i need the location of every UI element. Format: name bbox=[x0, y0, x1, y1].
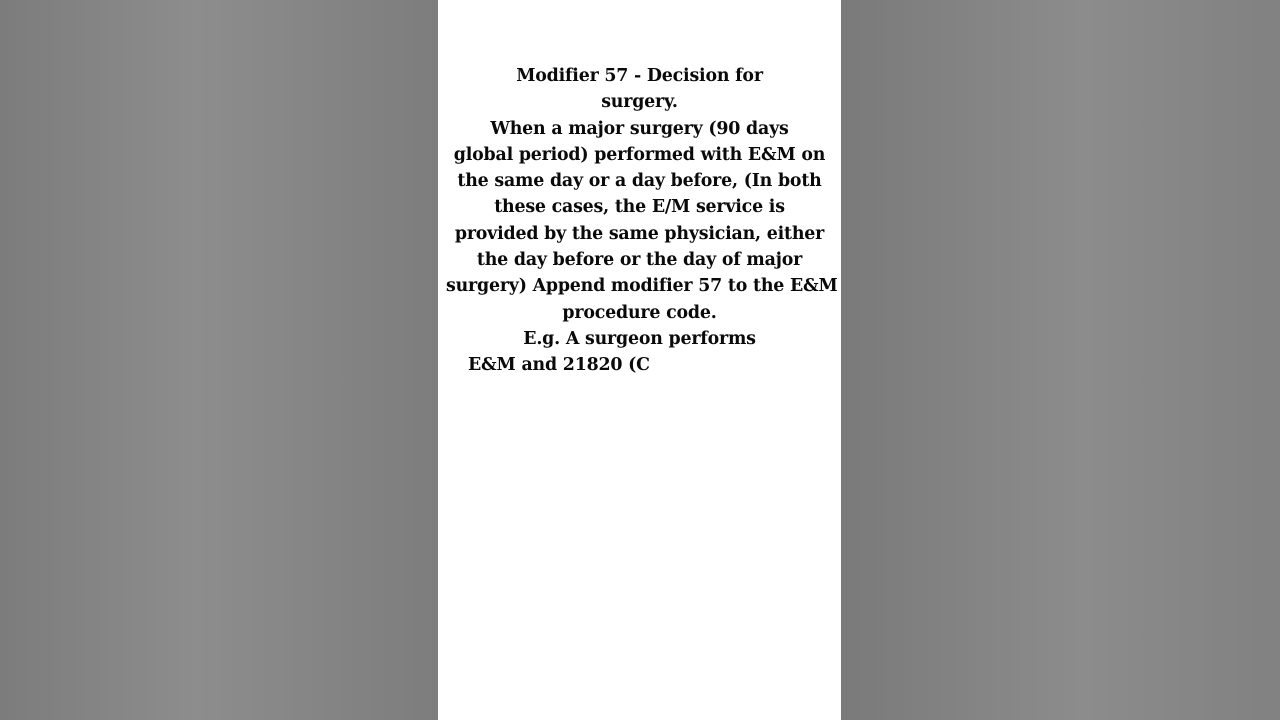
caption-line: procedure code. bbox=[562, 302, 717, 323]
caption-line: Modifier 57 - Decision for bbox=[516, 66, 763, 86]
caption-line: the day before or the day of major bbox=[476, 250, 803, 271]
caption-line: E.g. A surgeon performs bbox=[523, 328, 756, 349]
caption-line: the same day or a day before, (In both bbox=[457, 171, 822, 192]
caption-line: these cases, the E/M service is bbox=[494, 197, 785, 218]
caption-line: When a major surgery (90 days bbox=[490, 118, 789, 139]
caption-text bbox=[446, 63, 838, 379]
blurred-background-left bbox=[0, 0, 438, 720]
video-frame bbox=[438, 0, 841, 720]
caption-line: provided by the same physician, either bbox=[454, 223, 825, 244]
caption-line: global period) performed with E&M on bbox=[453, 144, 826, 165]
caption-line: surgery) Append modifier 57 to the E&M bbox=[446, 276, 838, 297]
caption-line: surgery. bbox=[601, 92, 678, 113]
blurred-background-right bbox=[841, 0, 1280, 720]
caption-line: E&M and 21820 (C bbox=[468, 355, 650, 376]
